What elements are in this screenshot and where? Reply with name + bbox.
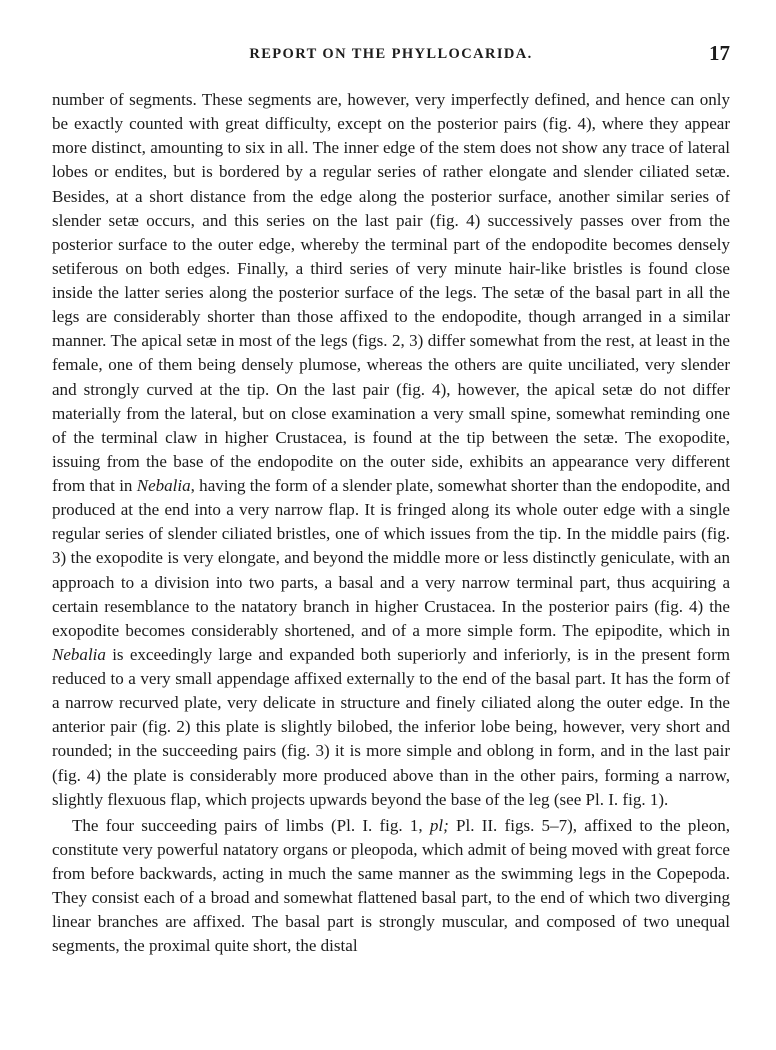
italic-taxon-name: Nebalia bbox=[52, 644, 106, 664]
text-run: Pl. II. figs. 5–7), affixed to the pleon, constitute very powerful natatory organs or pleopoda, which admit of being moved with great force from before backwards, acting in much the same manner as the swimming legs in the Copepoda. They consist each of a broad and somewhat flattened basal part, to the end of which two diverging linear branches are affixed. The basal part is strongly muscular, and composed of two unequal segments, the proximal quite short, the distal bbox=[52, 815, 730, 956]
running-title: REPORT ON THE PHYLLOCARIDA. bbox=[249, 46, 533, 62]
paragraph-2 bbox=[52, 814, 730, 959]
body-text bbox=[52, 88, 730, 959]
text-run: , having the form of a slender plate, somewhat shorter than the endopodite, and produced at the end into a very narrow flap. It is fringed along its whole outer edge with a single regular series of slender ciliated bristles, one of which issues from the tip. In the middle pairs (fig. 3) the exopodite is very elongate, and beyond the middle more or less distinctly geniculate, with an approach to a division into two parts, a basal and a very narrow terminal part, thus acquiring a certain resemblance to the natatory branch in higher Crustacea. In the posterior pairs (fig. 4) the exopodite becomes considerably shortened, and of a more simple form. The epipodite, which in bbox=[52, 476, 730, 640]
document-page bbox=[52, 40, 730, 959]
italic-figure-label: pl; bbox=[429, 815, 449, 835]
text-run: number of segments. These segments are, however, very imperfectly defined, and hence can only be exactly counted with great difficulty, except on the posterior pairs (fig. 4), where they appear more distinct, amounting to six in all. The inner edge of the stem does not show any trace of lateral lobes or endites, but is bordered by a regular series of rather elongate and slender ciliated setæ. Besides, at a short distance from the edge along the posterior surface, another similar series of slender setæ occurs, and this series on the last pair (fig. 4) successively passes over from the posterior surface to the outer edge, whereby the terminal part of the endopodite becomes densely setiferous on both edges. Finally, a third series of very minute hair-like bristles is found close inside the latter series along the posterior surface of the legs. The setæ of the basal part in all the legs are considerably shorter than those affixed to the endopodite, though arranged in a similar manner. The apical setæ in most of the legs (figs. 2, 3) differ somewhat from the rest, at least in the female, one of them being densely plumose, whereas the others are quite unciliated, very slender and strongly curved at the tip. On the last pair (fig. 4), however, the apical setæ do not differ materially from the lateral, but on close examination a very small spine, somewhat reminding one of the terminal claw in higher Crustacea, is found at the tip between the setæ. The exopodite, issuing from the base of the endopodite on the outer side, exhibits an appearance very different from that in bbox=[52, 90, 730, 495]
text-run: is exceedingly large and expanded both superiorly and inferiorly, is in the present form reduced to a very small appendage affixed externally to the end of the basal part. It has the form of a narrow recurved plate, very delicate in structure and finely ciliated along the outer edge. In the anterior pair (fig. 2) this plate is slightly bilobed, the inferior lobe being, however, very short and rounded; in the succeeding pairs (fig. 3) it is more simple and oblong in form, and in the last pair (fig. 4) the plate is considerably more produced above than in the other pairs, forming a narrow, slightly flexuous flap, which projects upwards beyond the base of the leg (see Pl. I. fig. 1). bbox=[52, 644, 730, 809]
text-run: The four succeeding pairs of limbs (Pl. I. fig. 1, bbox=[72, 815, 430, 835]
italic-taxon-name: Nebalia bbox=[136, 476, 191, 495]
page-header bbox=[52, 40, 730, 70]
paragraph-1 bbox=[52, 88, 730, 812]
page-number: 17 bbox=[709, 41, 730, 65]
